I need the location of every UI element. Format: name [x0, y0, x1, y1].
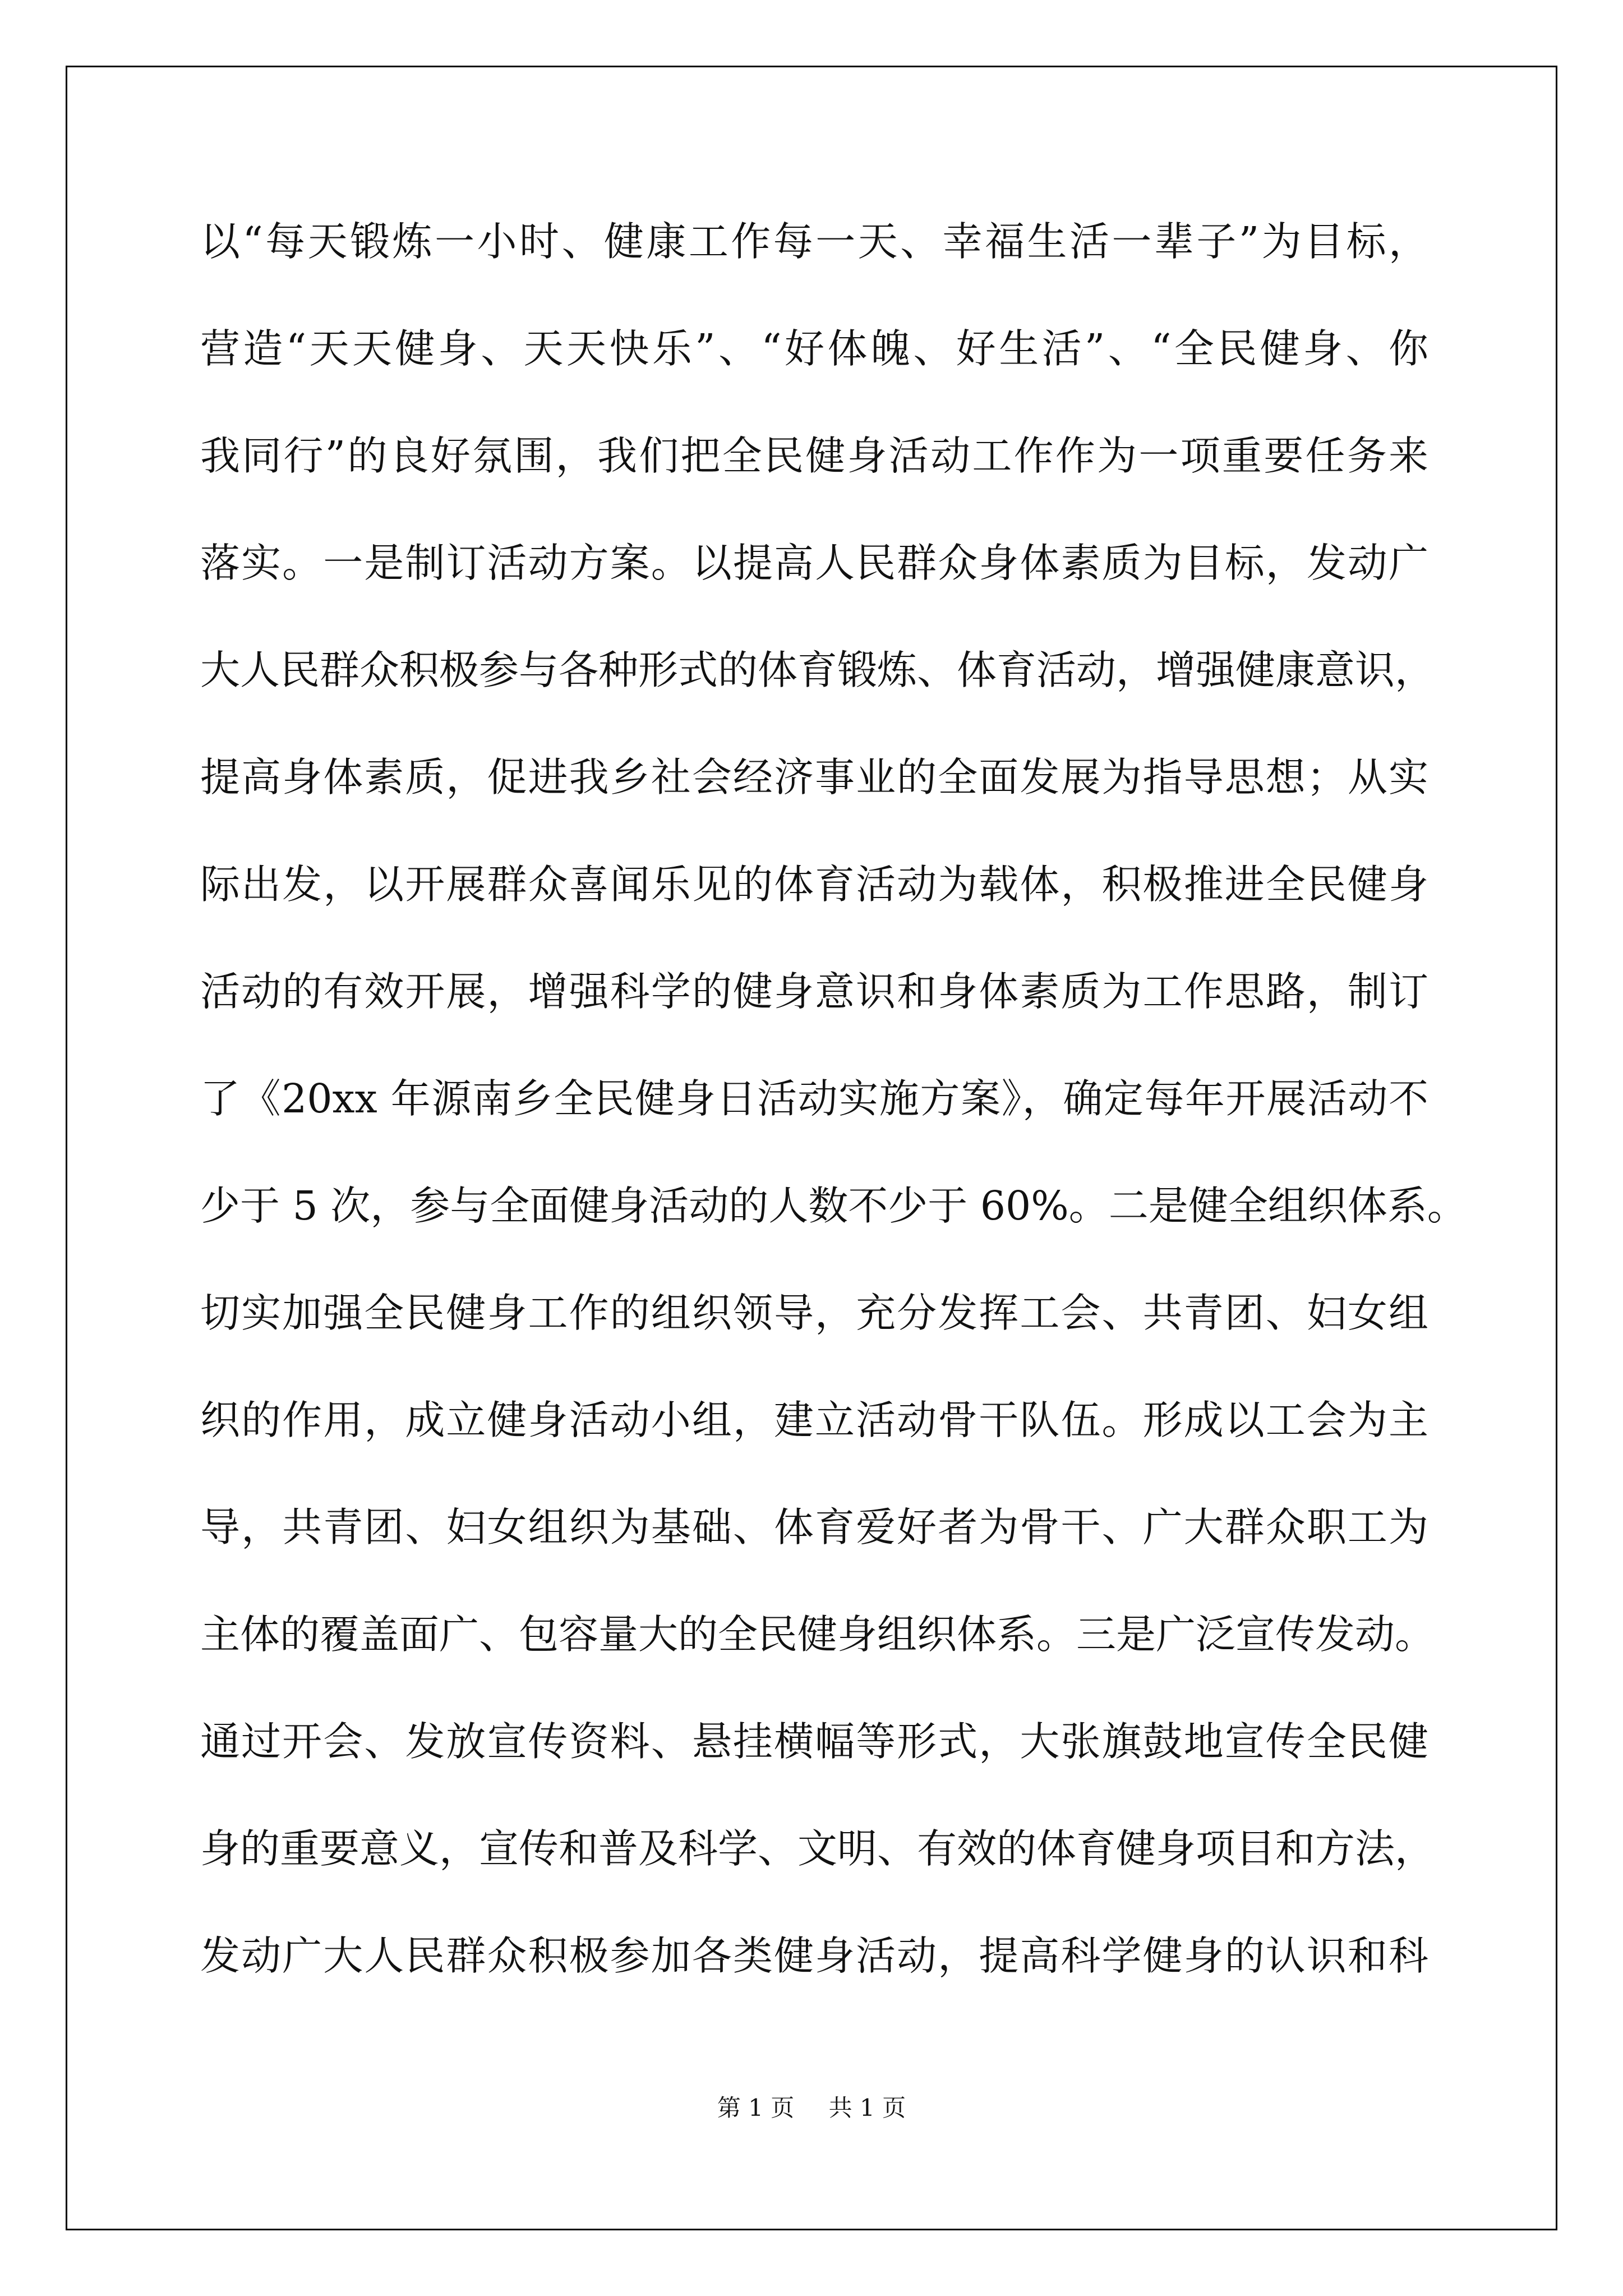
text-line: 提高身体素质，促进我乡社会经济事业的全面发展为指导思想；从实	[200, 754, 1428, 800]
text-line: 落实。一是制订活动方案。以提高人民群众身体素质为目标，发动广	[200, 540, 1428, 586]
text-line: 少于 5 次，参与全面健身活动的人数不少于 60%。二是健全组织体系。	[200, 1182, 1467, 1229]
text-line: 活动的有效开展，增强科学的健身意识和身体素质为工作思路，制订	[200, 968, 1428, 1015]
text-line: 导，共青团、妇女组织为基础、体育爱好者为骨干、广大群众职工为	[200, 1504, 1428, 1550]
text-line: 身的重要意义，宣传和普及科学、文明、有效的体育健身项目和方法，	[200, 1825, 1435, 1872]
text-line: 通过开会、发放宣传资料、悬挂横幅等形式，大张旗鼓地宣传全民健	[200, 1718, 1428, 1765]
text-line: 际出发，以开展群众喜闻乐见的体育活动为载体，积极推进全民健身	[200, 861, 1428, 908]
page-number: 第 1 页	[717, 2094, 795, 2122]
text-line: 我同行”的良好氛围，我们把全民健身活动工作作为一项重要任务来	[200, 432, 1428, 479]
text-line: 切实加强全民健身工作的组织领导，充分发挥工会、共青团、妇女组	[200, 1290, 1428, 1336]
text-line: 大人民群众积极参与各种形式的体育锻炼、体育活动，增强健康意识，	[200, 647, 1435, 693]
text-line: 以“每天锻炼一小时、健康工作每一天、幸福生活一辈子”为目标，	[200, 218, 1428, 265]
document-body	[200, 188, 1467, 2009]
text-line: 织的作用，成立健身活动小组，建立活动骨干队伍。形成以工会为主	[200, 1397, 1428, 1443]
total-pages: 共 1 页	[828, 2094, 906, 2122]
text-line: 了《20xx 年源南乡全民健身日活动实施方案》，确定每年开展活动不	[200, 1075, 1428, 1122]
text-line: 营造“天天健身、天天快乐”、“好体魄、好生活”、“全民健身、你	[200, 325, 1428, 372]
page-footer	[0, 2091, 1623, 2125]
text-line: 主体的覆盖面广、包容量大的全民健身组织体系。三是广泛宣传发动。	[200, 1611, 1435, 1658]
text-line: 发动广大人民群众积极参加各类健身活动，提高科学健身的认识和科	[200, 1932, 1428, 1979]
